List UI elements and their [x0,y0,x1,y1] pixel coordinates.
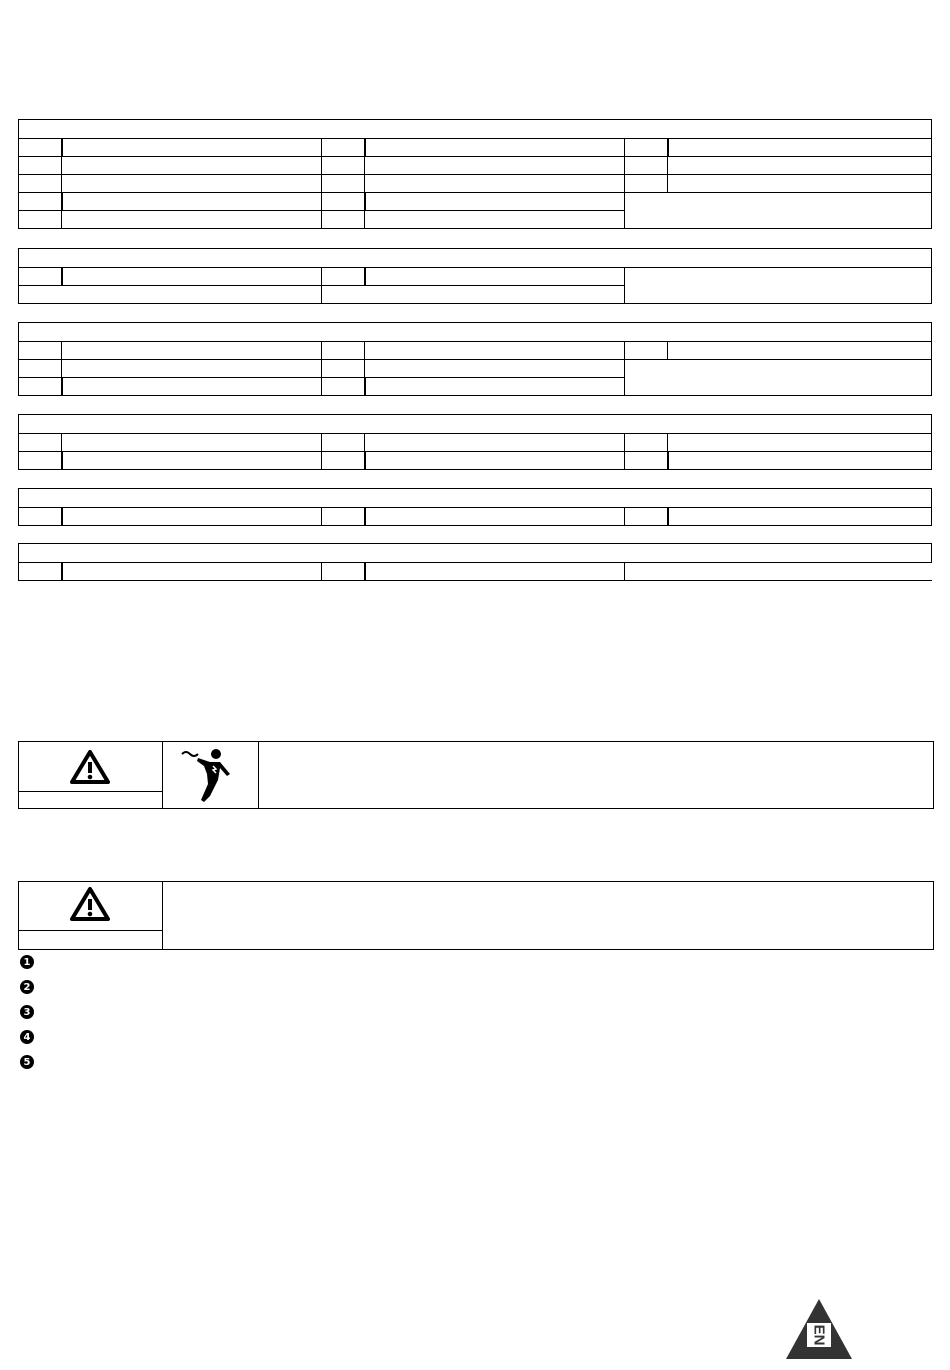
table-row [19,268,932,286]
numbered-list [20,955,34,1080]
warning-box-caution [18,881,934,950]
list-item: 2 [20,980,34,994]
table-row [19,563,932,581]
table-header [19,415,932,434]
list-item: 1 [20,955,34,969]
spec-table-5 [18,488,932,526]
electric-shock-icon [180,746,242,804]
table-header [19,249,932,268]
list-item: 5 [20,1055,34,1069]
spec-table-1 [18,119,932,229]
table-header [19,120,932,139]
spec-table-4 [18,414,932,470]
warning-triangle-icon [70,750,110,784]
language-label: EN [810,1324,828,1346]
table-row [19,508,932,526]
table-row [19,452,932,470]
table-row [19,139,932,157]
spec-table-6 [18,543,932,581]
table-row [19,175,932,193]
table-row [19,360,932,378]
table-row [19,193,932,211]
table-row [19,342,932,360]
list-item: 4 [20,1030,34,1044]
warning-box-electric [18,741,934,809]
language-tab-en[interactable] [784,1297,854,1361]
table-row [19,157,932,175]
warning-triangle-icon [70,887,110,921]
table-header [19,544,932,563]
table-header [19,323,932,342]
spec-table-3 [18,322,932,396]
table-header [19,489,932,508]
spec-table-2 [18,248,932,304]
list-item: 3 [20,1005,34,1019]
table-row [19,434,932,452]
